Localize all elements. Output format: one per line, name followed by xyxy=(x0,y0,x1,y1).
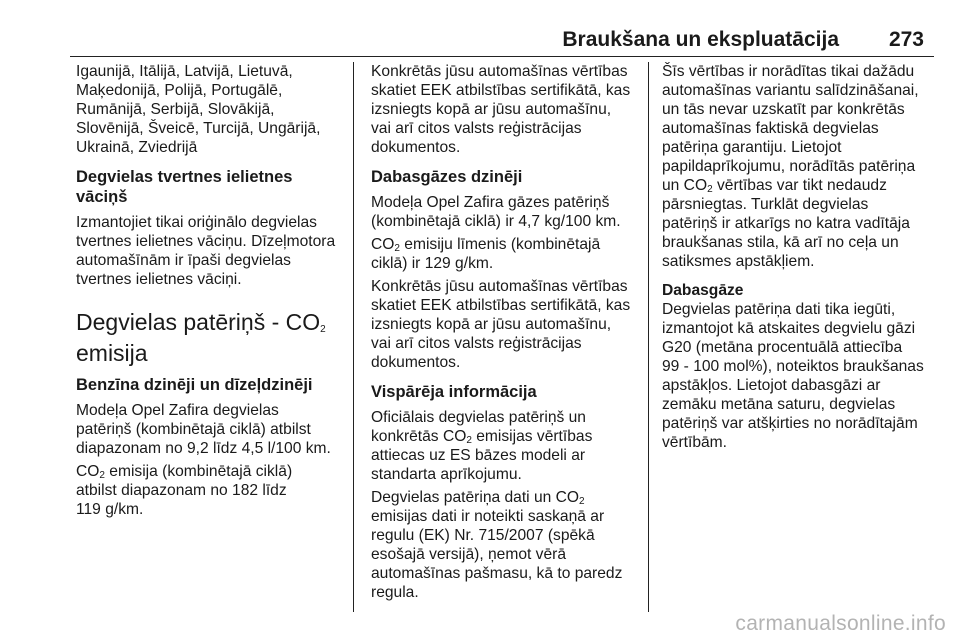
values-text: Konkrētās jūsu automašīnas vērtības skatiet EEK atbilstības sertifikātā, kas izsniegts kopā ar jūsu automašīnu, vai arī citos valsts reģistrācijas dokumentos. xyxy=(371,63,631,156)
petrol-diesel-heading: Benzīna dzinēji un dīzeļdzinēji xyxy=(76,376,313,394)
column-divider xyxy=(648,62,649,612)
fuel-cap-heading: Degvielas tvertnes ielietnes vāciņš xyxy=(76,168,293,206)
regulation-text: Degvielas patēriņa dati un $CO_2$ emisijas dati ir noteikti saskaņā ar regulu (EK) Nr. 715/2007 (spēkā esošajā versijā), ņemot vērā automašīnas pašmasu, kā to paredz regula. xyxy=(371,489,623,601)
natural-gas-text: Degvielas patēriņa dati tika iegūti, izmantojot kā atskaites degvielu gāzi G20 (metāna procentuālā attiecība 99 - 100 mol%), noteiktos braukšanas apstākļos. Lietojot dabasgāzi ar zemāku metāna saturu, degvielas patēriņš var atšķirties no norādītajām vērtībām. xyxy=(662,301,924,451)
column-2 xyxy=(371,62,643,606)
gas-consumption-text: Modeļa Opel Zafira gāzes patēriņš (kombinētajā ciklā) ir 4,7 kg/100 km. xyxy=(371,194,621,230)
page-header xyxy=(70,22,934,57)
consumption-heading: Degvielas patēriņš - $CO_2$ emisija xyxy=(76,309,326,366)
co2-emission-text: $CO_2$ emisija (kombinētajā ciklā) atbilst diapazonam no 182 līdz 119 g/km. xyxy=(76,463,293,518)
column-3 xyxy=(662,62,934,456)
column-divider xyxy=(353,62,354,612)
page-number: 273 xyxy=(888,28,924,51)
country-list: Igaunijā, Itālijā, Latvijā, Lietuvā, Maķedonijā, Polijā, Portugālē, Rumānijā, Serbijā, Slovākijā, Slovēnijā, Šveicē, Turcijā, Ungārijā, Ukrainā, Zviedrijā xyxy=(76,63,321,156)
fuel-cap-text: Izmantojiet tikai oriģinālo degvielas tvertnes ielietnes vāciņu. Dīzeļmotora automašīnām ir īpaši degvielas tvertnes ielietnes vāciņi. xyxy=(76,214,336,288)
natural-gas-heading: Dabasgāzes dzinēji xyxy=(371,168,523,186)
general-info-heading: Vispārēja informācija xyxy=(371,383,537,401)
column-1 xyxy=(76,62,348,523)
natural-gas-subheading: Dabasgāze xyxy=(662,282,744,299)
running-title: Braukšana un ekspluatācija xyxy=(562,28,839,51)
general-info-text: Oficiālais degvielas patēriņš un konkrētās $CO_2$ emisijas vērtības attiecas uz ES bāzes modeli ar standarta aprīkojumu. xyxy=(371,409,593,483)
watermark: carmanualsonline.info xyxy=(735,612,946,635)
comparison-text: Šīs vērtības ir norādītas tikai dažādu automašīnas variantu salīdzināšanai, un tās nevar uzskatīt par konkrētās automašīnas faktiskā degvielas patēriņa garantiju. Lietojot papildaprīkojumu, norādītās patēriņa un $CO_2$ vērtības var tikt nedaudz pārsniegtas. Turklāt degvielas patēriņš ir atkarīgs no katra vadītāja braukšanas stila, kā arī no ceļa un satiksmes apstākļiem. xyxy=(662,63,919,270)
gas-co2-text: $CO_2$ emisiju līmenis (kombinētajā ciklā) ir 129 g/km. xyxy=(371,236,601,272)
petrol-text: Modeļa Opel Zafira degvielas patēriņš (kombinētajā ciklā) atbilst diapazonam no 9,2 līdz 4,5 l/100 km. xyxy=(76,402,331,457)
values-text-2: Konkrētās jūsu automašīnas vērtības skatiet EEK atbilstības sertifikātā, kas izsniegts kopā ar jūsu automašīnu, vai arī citos valsts reģistrācijas dokumentos. xyxy=(371,278,631,371)
